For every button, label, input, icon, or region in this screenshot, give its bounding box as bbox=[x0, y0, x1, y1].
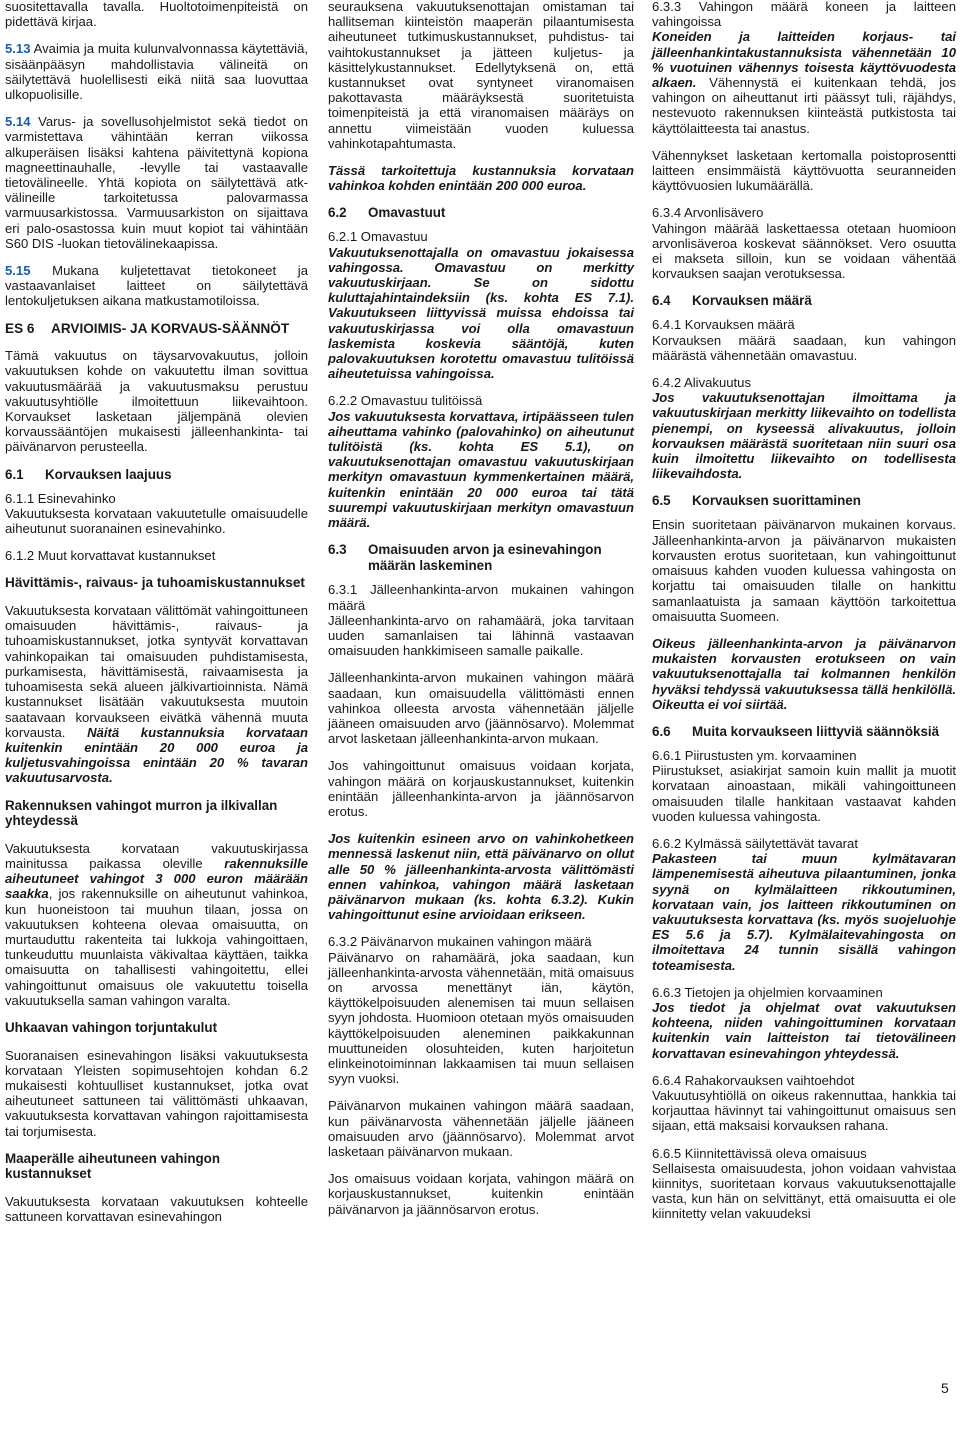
paragraph: Korvauksen määrä saadaan, kun vahingon määrästä vähennetään omavastuu. bbox=[652, 332, 956, 363]
subheading: Maaperälle aiheutuneen vahingon kustannukset bbox=[5, 1150, 221, 1182]
paragraph: Suoranaisen esinevahingon lisäksi vakuutuksesta korvataan Yleisten sopimusehtojen kohdan 6.2 mukaisesti kohtuulliset kustannukset, jotka ovat aiheutuneet sattuneen tai välittömästi uhkaavan, vakuutuksesta korvattavan vahingon rajoittamisesta tai torjumisesta. bbox=[5, 1047, 308, 1139]
paragraph: Jos omaisuus voidaan korjata, vahingon määrä on korjauskustannukset, kuitenkin enintään päivänarvon ja jäännösarvon erotus. bbox=[328, 1171, 634, 1217]
section-heading-es6 bbox=[5, 321, 308, 337]
section-title: Muita korvaukseen liittyviä säännöksiä bbox=[692, 723, 940, 739]
paragraph: Tämä vakuutus on täysarvovakuutus, jolloin vakuutuksen kohde on vakuutettu ilman sovittua vakuutusmäärää ja vakuutusmaksu perustuu vakuutusyhtiölle ilmoitettuun liikevaihtoon. Korvaukset lasketaan jäljempänä olevien korvaussääntöjen mukaisesti jälleenhankinta- tai päivänarvon perusteella. bbox=[5, 348, 308, 455]
paragraph: Koneiden ja laitteiden korjaus- tai jälleenhankintakustannuksista vähennetään 10 % vuotuinen vähennys toisesta käyttövuodesta alkaen. Vähennystä ei kuitenkaan tehdä, jos vahingon on aiheuttanut irti päässyt tuli, räjähdys, nestevuoto rakennuksen kiinteästä putkistosta tai käyttölaitteesta tai anastus. bbox=[652, 29, 956, 136]
paragraph: seurauksena vakuutuksenottajan omistaman tai hallitseman kiinteistön maaperän pilaantumisesta aiheutuneet tutkimuskustannukset, puhdistus- tai vaihtokustannukset ja jätteen kuljetus- ja käsittelykustannukset. Edellytyksenä on, että kustannukset ovat syntyneet viranomaisen pakottavasta määräyksestä suoritetuista toimenpiteistä ja että viranomaisen määräys on annettu viimeistään vuoden kuluessa vahinkotapahtumasta. bbox=[328, 0, 634, 151]
page-number: 5 bbox=[941, 1380, 949, 1396]
subsection-title: 6.1.2 Muut korvattavat kustannukset bbox=[5, 548, 216, 564]
column-middle bbox=[328, 0, 634, 1229]
subsection-title: 6.3.2 Päivänarvon mukainen vahingon määrä bbox=[328, 934, 592, 950]
section-heading-6-4 bbox=[652, 293, 956, 309]
clause-number: 5.14 bbox=[5, 114, 31, 130]
subsection-title: 6.6.1 Piirustusten ym. korvaaminen bbox=[652, 747, 857, 763]
paragraph: Päivänarvon mukainen vahingon määrä saadaan, kun päivänarvosta vähennetään jäljelle jääneen omaisuuden arvo (jäännösarvo). Molemmat arvot lasketaan päivänarvon mukaan. bbox=[328, 1098, 634, 1159]
paragraph-emphasis: Pakasteen tai muun kylmätavaran lämpenemisestä aiheutuva pilaantuminen, jonka syynä on kylmälaitteen rikkoutuminen, korvataan vain, jos laitteen rikkoutuminen on vakuutuksesta korvattava (ks. myös suojeluohje ES 5.6 ja 5.7). Kylmälaitevahingosta on ilmoitettava 24 tunnin sisällä vahingon toteamisesta. bbox=[652, 851, 956, 973]
clause-5-14: 5.14 Varus- ja sovellusohjelmistot sekä tiedot on varmistettava vähintään kerran viikossa alkuperäisen lisäksi kahtena päivitettynä kopiona magneettinauhalle, -levylle tai vastaavalle tietovälineelle. Yhtä kopiota on säilytettävä atk-välineille tarkoitetussa palovarmassa varmuusarkistossa. Varmuusarkiston on sijaittava eri palo-osastossa kuin muut kopiot tai vähintään S60 DIS -luokan tietovälinekaapissa. bbox=[5, 114, 308, 251]
subheading: Hävittämis-, raivaus- ja tuhoamiskustannukset bbox=[5, 575, 305, 591]
subsection-title: 6.6.4 Rahakorvauksen vaihtoehdot bbox=[652, 1072, 855, 1088]
section-number: 6.1 bbox=[5, 466, 24, 482]
paragraph-emphasis: Jos kuitenkin esineen arvo on vahinkohetkeen mennessä laskenut niin, että päivänarvo on ollut alle 50 % jälleenhankinta-arvosta välittömästi ennen vahinkoa, vahingon määrä lasketaan päivänarvon mukaan (ks. kohta 6.3.2). Kukin vahingoittunut esine arvioidaan erikseen. bbox=[328, 831, 634, 923]
section-number: 6.2 bbox=[328, 205, 347, 221]
column-left bbox=[5, 0, 308, 1236]
section-heading-6-3 bbox=[328, 542, 634, 574]
section-heading-6-5 bbox=[652, 493, 956, 509]
column-right bbox=[652, 0, 956, 1234]
section-heading-6-1 bbox=[5, 467, 308, 483]
paragraph: Jos vahingoittunut omaisuus voidaan korjata, vahingon määrä on korjauskustannukset, kuitenkin enintään jälleenhankinta-arvon ja jäännösarvon erotus. bbox=[328, 758, 634, 819]
subsection-title: 6.6.3 Tietojen ja ohjelmien korvaaminen bbox=[652, 984, 883, 1000]
subheading: Uhkaavan vahingon torjuntakulut bbox=[5, 1019, 218, 1035]
paragraph: Päivänarvo on rahamäärä, joka saadaan, kun jälleenhankinta-arvosta vähennetään, mitä omaisuus on arvossa menettänyt iän, käytön, käyttökelpoisuuden alenemisen tai muun sellaisen syyn johdosta. Huomioon otetaan myös omaisuuden käyttökelpoisuuden aleneminen paikkakunnan muuttuneiden olosuhteiden, kuten harjoitetun elinkeinotoiminnan lakkaamisen tai muun sellaisen syyn vuoksi. bbox=[328, 949, 634, 1087]
paragraph: Vahingon määrää laskettaessa otetaan huomioon arvonlisäveroa koskevat säännökset. Vero osuutta ei makseta silloin, kun se voidaan vähentää korvauksen saajan verotuksessa. bbox=[652, 220, 956, 282]
paragraph-emphasis: Vakuutuksenottajalla on omavastuu jokaisessa vahingossa. Omavastuu on merkitty vakuutuskirjaan. Se on sidottu kuluttajahintaindeksiin (ks. kohta ES 7.1). Vakuutukseen liittyvissä muissa ehdoissa tai vakuutuskirjassa voi olla omavastuun laskemista koskevia sääntöjä, kuten palovakuutuksen korotettu omavastuu tulitöissä aiheutetuissa vahingoissa. bbox=[328, 244, 634, 382]
section-heading-6-2 bbox=[328, 205, 634, 221]
subsection-title: 6.3.4 Arvonlisävero bbox=[652, 205, 764, 221]
paragraph-emphasis: Tässä tarkoitettuja kustannuksia korvataan vahinkoa kohden enintään 200 000 euroa. bbox=[328, 163, 634, 194]
section-number: 6.3 bbox=[328, 542, 347, 558]
subsection-title: 6.4.2 Alivakuutus bbox=[652, 375, 751, 391]
section-number: 6.6 bbox=[652, 723, 671, 739]
subsection-title: 6.3.3 Vahingon määrä koneen ja laitteen vahingoissa bbox=[652, 0, 956, 30]
paragraph: Vakuutuksesta korvataan välittömät vahingoittuneen omaisuuden hävittämis-, raivaus- ja tuhoamiskustannukset, jotka syntyvät korvattavan vahinkopaikan tai omaisuuden puhdistamisesta, purkamisesta, hävittämisestä, raivaamisesta ja tuhoamisesta sekä alueen jälkivartioinnista. Nämä kustannukset lisätään vakuutuksesta muutoin saatavaan korvaukseen eivätkä vähennä muuta korvausta. Näitä kustannuksia korvataan kuitenkin enintään 20 000 euroa ja kuljetusvahingoissa enintään 20 % tavaran vakuutusarvosta. bbox=[5, 603, 309, 786]
section-number: 6.4 bbox=[652, 293, 671, 309]
subsection-title: 6.3.1 Jälleenhankinta-arvon mukainen vahingon määrä bbox=[328, 582, 634, 613]
subsection-title: 6.2.2 Omavastuu tulitöissä bbox=[328, 393, 483, 409]
paragraph-emphasis: Jos vakuutuksenottajan ilmoittama ja vakuutuskirjaan merkitty liikevaihto on todellista pienempi, on kyseessä alivakuutus, jolloin korvauksen määrästä suoritetaan niin suuri osa kuin ilmoitettu liikevaihto on todellisesta liikevaihdosta. bbox=[652, 390, 956, 482]
subheading: Rakennuksen vahingot murron ja ilkivallan yhteydessä bbox=[5, 797, 278, 829]
section-title: Korvauksen määrä bbox=[692, 293, 812, 309]
paragraph-emphasis: Jos vakuutuksesta korvattava, irtipäässeen tulen aiheuttama vahinko (palovahinko) on aiheutunut tulitöistä (ks. kohta ES 5.1), on vakuutuksenottajan omavastuu vakuutuskirjaan merkityn omavastuun kymmenkertainen määrä, kuitenkin enintään 20 000 euroa tai tätä suurempi vakuutuskirjaan merkityn omavastuun määrä. bbox=[328, 408, 634, 531]
paragraph: Vakuutusyhtiöllä on oikeus rakennuttaa, hankkia tai korjauttaa hävinnyt tai vahingoittunut omaisuus sen sijaan, että maksaisi korvauksen rahana. bbox=[652, 1087, 956, 1134]
clause-5-13: 5.13 Avaimia ja muita kulunvalvonnassa käytettäviä, sisäänpääsyn mahdollistavia välineitä on säilytettävä huolellisesti eikä niitä saa luovuttaa ulkopuolisille. bbox=[5, 41, 308, 103]
subsection-title: 6.6.5 Kiinnitettävissä oleva omaisuus bbox=[652, 1145, 867, 1161]
clause-number: 5.13 bbox=[5, 41, 31, 57]
paragraph-emphasis: Jos tiedot ja ohjelmat ovat vakuutuksen kohteena, niiden vahingoittuminen korvataan kuitenkin vain laitteiston tai tietovälineen korvattavan esinevahingon yhteydessä. bbox=[652, 999, 956, 1061]
section-heading-6-6 bbox=[652, 724, 956, 740]
paragraph-emphasis: Oikeus jälleenhankinta-arvon ja päivänarvon mukaisten korvausten erotukseen on vain vakuutuksenottajalla tai kolmannen henkilön hyväksi tehdyssä vakuutuksessa tällä henkilöllä. Oikeutta ei voi siirtää. bbox=[652, 635, 956, 712]
paragraph: Jälleenhankinta-arvon mukainen vahingon määrä saadaan, kun omaisuudella välittömästi ennen vahinkoa olleesta arvosta vähennetään jäljelle jääneen omaisuuden arvo (jäännösarvo). Molemmat arvot lasketaan jälleenhankinta-arvon mukaan. bbox=[328, 670, 634, 747]
subsection-title: 6.1.1 Esinevahinko bbox=[5, 490, 116, 506]
section-number: 6.5 bbox=[652, 493, 671, 509]
paragraph: Vakuutuksesta korvataan vakuutetulle omaisuudelle aiheutunut suoranainen esinevahinko. bbox=[5, 505, 308, 537]
paragraph: Jälleenhankinta-arvo on rahamäärä, joka tarvitaan uuden samanlaisen tai lähinnä vastaavan omaisuuden hankkimiseen samalle paikalle. bbox=[328, 612, 634, 659]
paragraph: Piirustukset, asiakirjat samoin kuin mallit ja muotit korvataan ainoastaan, mikäli vahingoittuneen omaisuuden tilalle hankitaan vastaavat kahden vuoden kuluessa vahingosta. bbox=[652, 763, 956, 824]
subsection-title: 6.6.2 Kylmässä säilytettävät tavarat bbox=[652, 835, 858, 851]
section-title: Omavastuut bbox=[368, 205, 446, 221]
paragraph: Sellaisesta omaisuudesta, johon voidaan vahvistaa kiinnitys, suoritetaan korvaus vakuutuksenottajalle vasta, kun hän on selvittänyt, että omaisuutta ei ole kiinnitetty velan vakuudeksi bbox=[652, 1160, 956, 1222]
section-title: Korvauksen suorittaminen bbox=[692, 493, 861, 509]
subsection-title: 6.2.1 Omavastuu bbox=[328, 229, 428, 245]
paragraph: Ensin suoritetaan päivänarvon mukainen korvaus. Jälleenhankinta-arvon ja päivänarvon mukaisten korvausten erotus suoritetaan, kun vahingoittunut omaisuus kahden vuoden kuluessa vahingosta on korjattu tai omaisuuden tilalle on hankittu samanlaatuista ja samaan käyttöön tarkoitettua omaisuutta Suomeen. bbox=[652, 517, 956, 624]
section-title: Korvauksen laajuus bbox=[45, 466, 172, 482]
section-title: ARVIOIMIS- JA KORVAUS-SÄÄNNÖT bbox=[51, 320, 290, 336]
paragraph: suositettavalla tavalla. Huoltotoimenpiteistä on pidettävä kirjaa. bbox=[5, 0, 308, 30]
paragraph: Vähennykset lasketaan kertomalla poistoprosentti laitteen ensimmäistä käyttövuotta seuranneiden käyttövuosien lukumäärällä. bbox=[652, 147, 956, 194]
clause-number: 5.15 bbox=[5, 263, 31, 279]
subsection-title: 6.4.1 Korvauksen määrä bbox=[652, 317, 795, 333]
paragraph: Vakuutuksesta korvataan vakuutuksen kohteelle sattuneen korvattavan esinevahingon bbox=[5, 1193, 308, 1225]
section-title: Omaisuuden arvon ja esinevahingon määrän laskeminen bbox=[368, 542, 602, 574]
clause-5-15: 5.15 Mukana kuljetettavat tietokoneet ja vastaavanlaiset laitteet on säilytettävä lentokuljetuksen aikana matkustamotiloissa. bbox=[5, 263, 308, 309]
section-number: ES 6 bbox=[5, 320, 35, 336]
paragraph: Vakuutuksesta korvataan vakuutuskirjassa mainitussa paikassa oleville rakennuksille aiheutuneet vahingot 3 000 euron määrään saakka, jos rakennuksille on aiheutunut vahinkoa, kun huoneistoon tai muuhun tilaan, jossa on vakuutuksen kohteena olevaa omaisuutta, on murtauduttu rakenteita tai lukkoja vahingoittaen, tunkeuduttu muunlaista väkivaltaa käyttäen, taikka omaisuutta on tahallisesti vahingoitettu, ellei vahingoittunut omaisuus ole vakuutettu toisella vakuutuksella saman vahingon varalta. bbox=[5, 840, 308, 1008]
